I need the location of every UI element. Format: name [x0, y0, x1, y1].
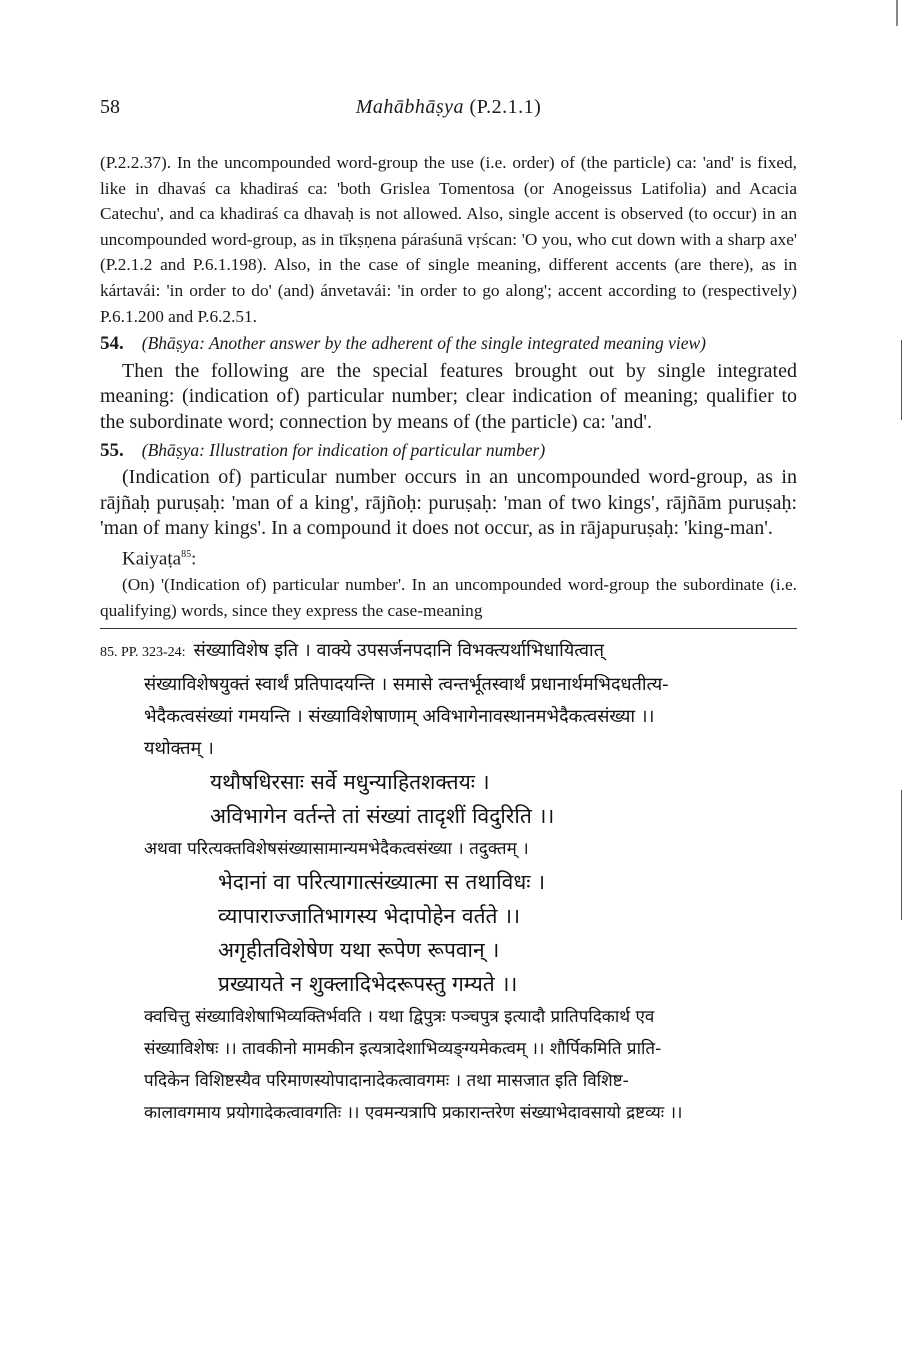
footnote-line: यथोक्तम् ।: [144, 738, 214, 760]
verse-line: अगृहीतविशेषेण यथा रूपेण रूपवान् ।: [218, 938, 500, 963]
footnote-lead: 85. PP. 323-24:: [100, 645, 186, 661]
footnote-line: भेदैकत्वसंख्यां गमयन्ति । संख्याविशेषाणाम् अविभागेनावस्थानमभेदैकत्वसंख्या ।।: [144, 706, 655, 728]
sutra-reference: (P.2.1.1): [469, 96, 542, 118]
footnote-line: पदिकेन विशिष्टस्यैव परिमाणस्योपादानादेकत्वावगमः । तथा मासजात इति विशिष्ट-: [144, 1071, 629, 1092]
verse-line: प्रख्यायते न शुक्लादिभेदरूपस्तु गम्यते ।।: [218, 972, 518, 997]
intro-paragraph: [100, 150, 797, 329]
section-55-heading: [100, 438, 797, 464]
margin-rule: [901, 340, 902, 420]
section-54-body: Then the following are the special features brought out by single integrated meaning: (indication of) particular number; clear indication of meaning; qualifier to the subordinate word; connection by means of (the particle) ca: 'and'.: [100, 359, 797, 433]
running-header: [100, 96, 797, 124]
kaiyata-translation: (On) '(Indication of) particular number'. In an uncompounded word-group the subordinate (i.e. qualifying) words, since they express the case-meaning: [100, 575, 797, 620]
footnote-line: क्वचित्तु संख्याविशेषाभिव्यक्तिर्भवति । यथा द्विपुत्रः पञ्चपुत्र इत्यादौ प्रातिपदिकार्थ एव: [144, 1007, 655, 1028]
verse-line: भेदानां वा परित्यागात्संख्यात्मा स तथाविधः ।: [218, 870, 546, 895]
section-title: (Bhāṣya: Illustration for indication of particular number): [141, 439, 546, 460]
section-number: 55.: [100, 439, 124, 461]
footnote-marker: 85: [181, 548, 192, 560]
kaiyata-label: [100, 542, 797, 572]
margin-rule: [901, 790, 902, 920]
footnote-divider: [100, 628, 797, 629]
section-title: (Bhāṣya: Another answer by the adherent of the single integrated meaning view): [141, 333, 707, 354]
running-title: [100, 96, 797, 119]
page-number: 58: [100, 96, 120, 118]
label-colon: :: [191, 548, 197, 570]
page-edge-mark: [896, 0, 902, 26]
book-title: Mahābhāṣya: [355, 96, 465, 118]
footnote-line: संख्याविशेषयुक्तं स्वार्थं प्रतिपादयन्ति । समासे त्वन्तर्भूतस्वार्थं प्रधानार्थमभिदधतीत्य-: [144, 674, 669, 696]
section-55-body: (Indication of) particular number occurs in an uncompounded word-group, as in rājñaḥ puruṣaḥ: 'man of a king', rājñoḥ: puruṣaḥ: 'man of two kings', rājñām puruṣaḥ: 'man of many kings'. In a compound it does not occur, as in rājapuruṣaḥ: 'king-man'.: [100, 466, 797, 540]
section-number: 54.: [100, 333, 124, 355]
commentator-name: Kaiyaṭa: [122, 548, 182, 570]
intro-text: (P.2.2.37). In the uncompounded word-group the use (i.e. order) of (the particle) ca: 'and' is fixed, like in dhavaś ca khadiraś ca: 'both Grislea Tomentosa (or Anogeissus Latifolia) and Acacia Catechu', and ca khadiraś ca dhavaḥ is not allowed. Also, single accent is observed (to occur) in an uncompounded word-group, as in tīkṣṇena páraśunā vṛścan: 'O you, who cut down with a sharp axe' (P.2.1.2 and P.6.1.198). Also, in the case of single meaning, different accents (are there), as in kártavái: 'in order to do' (and) ánvetavái: 'in order to go along'; accent according to (respectively) P.6.1.200 and P.6.2.51.: [100, 153, 797, 326]
section-54-heading: [100, 331, 797, 357]
sanskrit-text: संख्याविशेष इति । वाक्ये उपसर्जनपदानि विभक्त्यर्थाभिधायित्वात्: [193, 640, 604, 662]
verse-line: यथौषधिरसाः सर्वे मधुन्याहितशक्तयः ।: [210, 770, 490, 795]
footnote-line: अथवा परित्यक्तविशेषसंख्यासामान्यमभेदैकत्वसंख्या । तदुक्तम् ।: [144, 839, 529, 860]
footnote-line: कालावगमाय प्रयोगादेकत्वावगतिः ।। एवमन्यत्रापि प्रकारान्तरेण संख्याभेदावसायो द्रष्टव्यः ।।: [144, 1103, 683, 1124]
footnote-85: [100, 635, 797, 1129]
verse-line: व्यापाराज्जातिभागस्य भेदापोहेन वर्तते ।।: [218, 904, 521, 929]
footnote-line: [100, 635, 797, 669]
verse-line: अविभागेन वर्तन्ते तां संख्यां तादृशीं विदुरिति ।।: [210, 804, 555, 829]
footnote-line: संख्याविशेषः ।। तावकीनो मामकीन इत्यत्रादेशाभिव्यङ्ग्यमेकत्वम् ।। शौर्पिकमिति प्राति-: [144, 1039, 662, 1060]
page: [100, 96, 797, 1129]
